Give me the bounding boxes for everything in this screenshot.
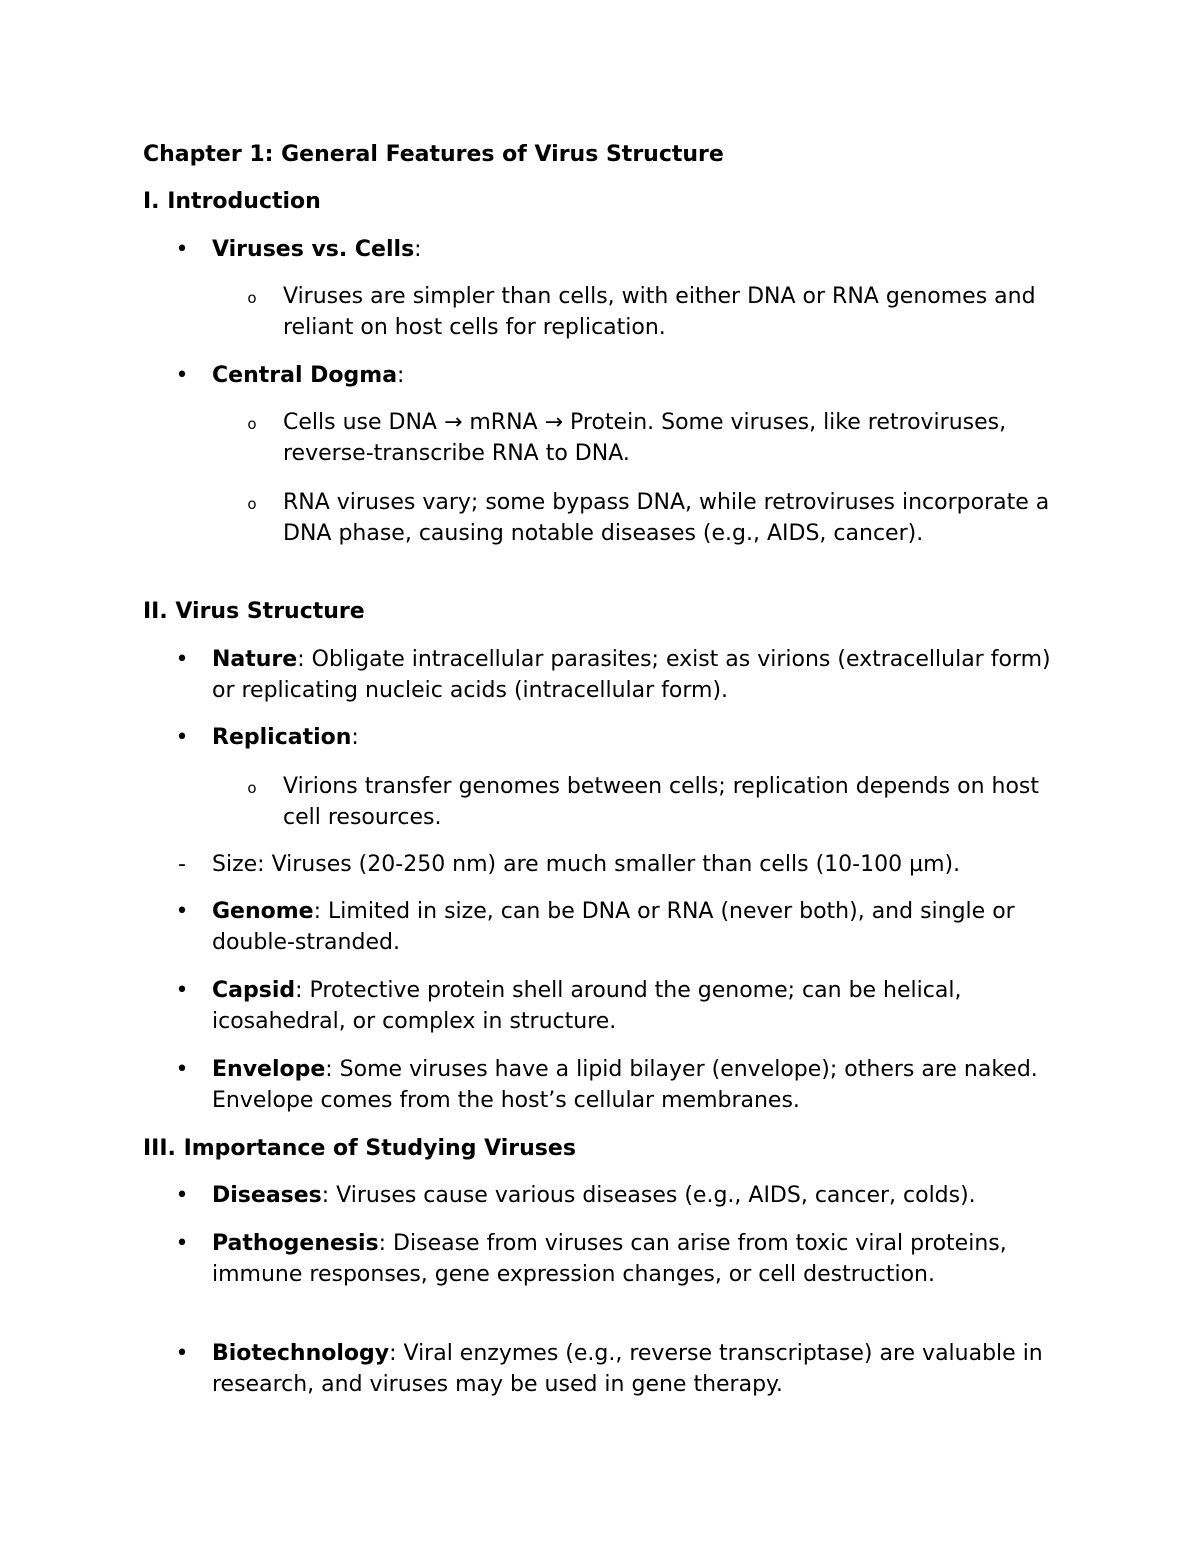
bullet-term: Viruses vs. Cells [212, 237, 415, 262]
dash-marker: - [178, 852, 186, 877]
bullet-text: Size: Viruses (20-250 nm) are much smaller than cells (10-100 µm). [212, 852, 961, 877]
bullet-item-viruses-vs-cells [175, 234, 1072, 265]
bullet-item-replication [175, 722, 1072, 753]
bullet-marker: • [175, 1183, 189, 1208]
bullet-text: : [397, 363, 405, 388]
bullet-term: Nature [212, 647, 298, 672]
bullet-term: Capsid [212, 978, 296, 1003]
bullet-term: Envelope [212, 1057, 326, 1082]
bullet-term: Genome [212, 899, 314, 924]
section-heading-importance: III. Importance of Studying Viruses [143, 1136, 576, 1161]
bullet-item-diseases [175, 1180, 1072, 1211]
bullet-term: Pathogenesis [212, 1231, 379, 1256]
bullet-item-biotechnology [175, 1338, 1072, 1400]
sub-bullet-marker: o [247, 289, 257, 307]
bullet-text: : Viruses cause various diseases (e.g., AIDS, cancer, colds). [321, 1183, 976, 1208]
section-heading-introduction: I. Introduction [143, 189, 321, 214]
bullet-marker: • [175, 978, 189, 1003]
bullet-text: : Disease from viruses can arise from toxic viral proteins, immune responses, gene expression changes, or cell destruction. [212, 1231, 1007, 1287]
bullet-marker: • [175, 899, 189, 924]
sub-item-text: Viruses are simpler than cells, with either DNA or RNA genomes and reliant on host cells for replication. [283, 284, 1036, 340]
bullet-marker: • [175, 237, 189, 262]
sub-bullet-marker: o [247, 495, 257, 513]
bullet-marker: • [175, 1057, 189, 1082]
bullet-marker: • [175, 1231, 189, 1256]
sub-item-text: RNA viruses vary; some bypass DNA, while retroviruses incorporate a DNA phase, causing notable diseases (e.g., AIDS, cancer). [283, 490, 1050, 546]
sub-item-cells-use-dna [247, 407, 1083, 469]
bullet-text: : Protective protein shell around the genome; can be helical, icosahedral, or complex in structure. [212, 978, 962, 1034]
bullet-item-genome [175, 896, 1072, 958]
sub-item-rna-viruses [247, 487, 1083, 549]
bullet-item-nature [175, 644, 1072, 706]
section-heading-virus-structure: II. Virus Structure [143, 599, 365, 624]
bullet-term: Central Dogma [212, 363, 398, 388]
bullet-text: : Limited in size, can be DNA or RNA (never both), and single or double-stranded. [212, 899, 1015, 955]
bullet-marker: • [175, 725, 189, 750]
bullet-text: : Obligate intracellular parasites; exist as virions (extracellular form) or replicating nucleic acids (intracellular form). [212, 647, 1051, 703]
bullet-marker: • [175, 363, 189, 388]
bullet-marker: • [175, 647, 189, 672]
bullet-term: Biotechnology [212, 1341, 390, 1366]
sub-bullet-marker: o [247, 779, 257, 797]
document-title: Chapter 1: General Features of Virus Structure [143, 142, 724, 167]
sub-bullet-marker: o [247, 415, 257, 433]
bullet-text: : Some viruses have a lipid bilayer (envelope); others are naked. Envelope comes from the host’s cellular membranes. [212, 1057, 1038, 1113]
bullet-text: : Viral enzymes (e.g., reverse transcriptase) are valuable in research, and viruses may be used in gene therapy. [212, 1341, 1043, 1397]
bullet-item-capsid [175, 975, 1072, 1037]
bullet-term: Diseases [212, 1183, 322, 1208]
bullet-item-envelope [175, 1054, 1072, 1116]
sub-item-text: Cells use DNA → mRNA → Protein. Some viruses, like retroviruses, reverse-transcribe RNA to DNA. [283, 410, 1007, 466]
bullet-text: : [414, 237, 422, 262]
bullet-marker: • [175, 1341, 189, 1366]
sub-item-viruses-simpler [247, 281, 1083, 343]
bullet-text: : [351, 725, 359, 750]
bullet-item-pathogenesis [175, 1228, 1072, 1290]
bullet-term: Replication [212, 725, 352, 750]
sub-item-text: Virions transfer genomes between cells; replication depends on host cell resources. [283, 774, 1039, 830]
dash-item-size [178, 849, 1072, 880]
sub-item-virions-transfer [247, 771, 1083, 833]
bullet-item-central-dogma [175, 360, 1072, 391]
